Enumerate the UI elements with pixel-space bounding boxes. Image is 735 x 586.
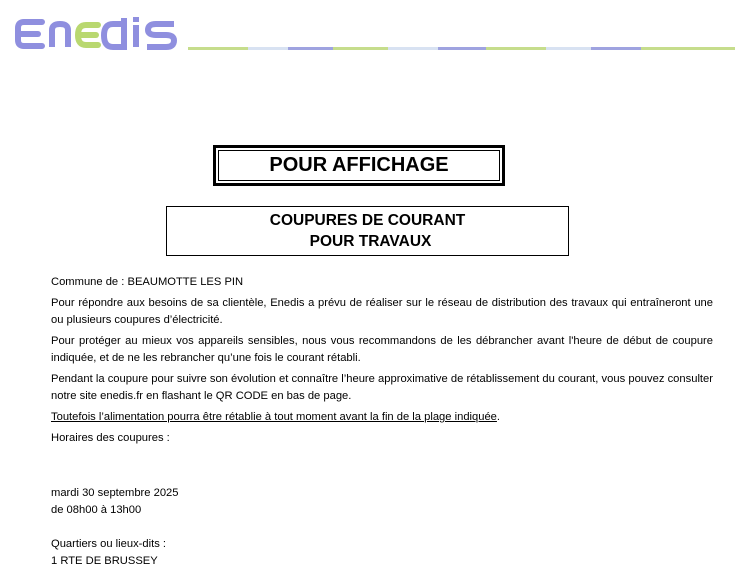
subtitle-line-1: COUPURES DE COURANT <box>269 212 466 229</box>
places-label: Quartiers ou lieux-dits : <box>51 538 167 550</box>
page-title: POUR AFFICHAGE <box>218 150 500 181</box>
subtitle-line-2: POUR TRAVAUX <box>309 233 432 250</box>
place-item: 1 RTE DE BRUSSEY <box>51 555 158 567</box>
paragraph-2: Pour protéger au mieux vos appareils sensibles, nous vous recommandons de les débrancher avant l'heure de début de coupure indiquée, et de ne les rebrancher qu’une fois le courant rétabli. <box>51 335 713 364</box>
schedule-label: Horaires des coupures : <box>51 432 170 444</box>
enedis-logo <box>14 14 182 54</box>
paragraph-1: Pour répondre aux besoins de sa clientèle, Enedis a prévu de réaliser sur le réseau de distribution des travaux qui entraîneront une ou plusieurs coupures d’électricité. <box>51 297 713 326</box>
commune-line: Commune de : BEAUMOTTE LES PIN <box>51 276 244 288</box>
paragraph-3: Pendant la coupure pour suivre son évolution et connaître l’heure approximative de rétablissement du courant, vous pouvez consulter notre site enedis.fr en flashant le QR CODE en bas de page. <box>51 373 713 402</box>
title-box <box>213 145 505 186</box>
notice-line <box>51 409 713 426</box>
header-stripe <box>188 47 735 50</box>
cut-hours: de 08h00 à 13h00 <box>51 504 142 516</box>
notice-body <box>51 274 713 570</box>
notice-underlined: Toutefois l’alimentation pourra être rétablie à tout moment avant la fin de la plage indiquée <box>51 411 497 423</box>
notice-period: . <box>496 411 501 423</box>
subtitle-box <box>166 206 569 256</box>
cut-date: mardi 30 septembre 2025 <box>51 487 179 499</box>
